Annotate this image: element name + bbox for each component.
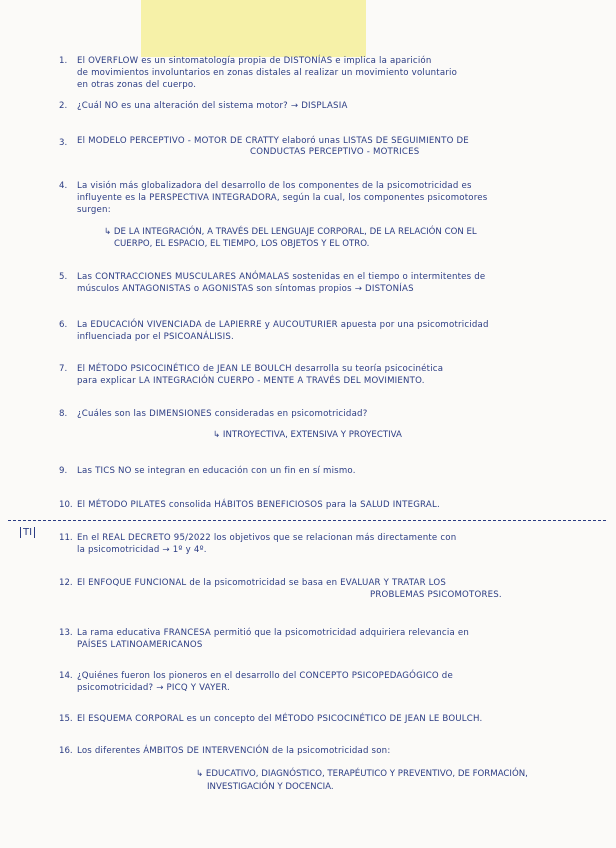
item-number: 9.	[59, 466, 68, 476]
item-subline: CUERPO, EL ESPACIO, EL TIEMPO, LOS OBJETOS Y EL OTRO.	[114, 239, 370, 249]
item-number: 6.	[59, 320, 68, 330]
item-line: CONDUCTAS PERCEPTIVO - MOTRICES	[250, 147, 420, 157]
item-number: 15.	[59, 714, 73, 724]
item-number: 13.	[59, 628, 73, 638]
item-line: en otras zonas del cuerpo.	[77, 80, 197, 90]
item-line: Los diferentes ÁMBITOS DE INTERVENCIÓN de la psicomotricidad son:	[77, 746, 391, 756]
section-divider	[8, 520, 606, 521]
sticky-note	[141, 0, 366, 57]
item-number: 3.	[59, 138, 68, 148]
item-line: Las CONTRACCIONES MUSCULARES ANÓMALAS sostenidas en el tiempo o intermitentes de	[77, 272, 486, 282]
item-line: PROBLEMAS PSICOMOTORES.	[370, 590, 502, 600]
item-subline: ↳ EDUCATIVO, DIAGNÓSTICO, TERAPÉUTICO Y PREVENTIVO, DE FORMACIÓN,	[196, 769, 528, 779]
item-line: psicomotricidad? → PICQ Y VAYER.	[77, 683, 230, 693]
item-line: El MÉTODO PILATES consolida HÁBITOS BENEFICIOSOS para la SALUD INTEGRAL.	[77, 500, 440, 510]
item-number: 4.	[59, 181, 68, 191]
item-number: 7.	[59, 364, 68, 374]
item-line: surgen:	[77, 205, 111, 215]
item-number: 5.	[59, 272, 68, 282]
item-line: ¿Cuál NO es una alteración del sistema motor? → DISPLASIA	[77, 101, 348, 111]
item-line: La visión más globalizadora del desarrollo de los componentes de la psicomotricidad es	[77, 181, 472, 191]
item-subline: ↳ INTROYECTIVA, EXTENSIVA Y PROYECTIVA	[213, 430, 402, 440]
item-line: de movimientos involuntarios en zonas distales al realizar un movimiento voluntario	[77, 68, 458, 78]
item-line: El ENFOQUE FUNCIONAL de la psicomotricidad se basa en EVALUAR Y TRATAR LOS	[77, 578, 446, 588]
item-line: la psicomotricidad → 1º y 4º.	[77, 545, 207, 555]
item-number: 14.	[59, 671, 73, 681]
item-line: El OVERFLOW es un sintomatología propia de DISTONÍAS e implica la aparición	[77, 56, 432, 66]
item-number: 8.	[59, 409, 68, 419]
item-number: 2.	[59, 101, 68, 111]
item-number: 11.	[59, 533, 73, 543]
margin-tag: TI	[20, 527, 35, 538]
item-line: ¿Quiénes fueron los pioneros en el desarrollo del CONCEPTO PSICOPEDAGÓGICO de	[77, 671, 453, 681]
item-subline: INVESTIGACIÓN Y DOCENCIA.	[207, 782, 334, 792]
item-line: El MODELO PERCEPTIVO - MOTOR DE CRATTY elaboró unas LISTAS DE SEGUIMIENTO DE	[77, 136, 469, 146]
item-line: Las TICS NO se integran en educación con un fin en sí mismo.	[77, 466, 356, 476]
item-line: ¿Cuáles son las DIMENSIONES consideradas en psicomotricidad?	[77, 409, 368, 419]
item-number: 10.	[59, 500, 73, 510]
item-line: La rama educativa FRANCESA permitió que la psicomotricidad adquiriera relevancia en	[77, 628, 469, 638]
item-line: PAÍSES LATINOAMERICANOS	[77, 640, 203, 650]
item-line: En el REAL DECRETO 95/2022 los objetivos que se relacionan más directamente con	[77, 533, 457, 543]
item-subline: ↳ DE LA INTEGRACIÓN, A TRAVÉS DEL LENGUAJE CORPORAL, DE LA RELACIÓN CON EL	[104, 227, 477, 237]
item-line: El ESQUEMA CORPORAL es un concepto del MÉTODO PSICOCINÉTICO DE JEAN LE BOULCH.	[77, 714, 483, 724]
item-line: músculos ANTAGONISTAS o AGONISTAS son síntomas propios → DISTONÍAS	[77, 284, 414, 294]
item-number: 1.	[59, 56, 68, 66]
item-number: 12.	[59, 578, 73, 588]
item-number: 16.	[59, 746, 73, 756]
item-line: La EDUCACIÓN VIVENCIADA de LAPIERRE y AUCOUTURIER apuesta por una psicomotricidad	[77, 320, 489, 330]
item-line: para explicar LA INTEGRACIÓN CUERPO - MENTE A TRAVÉS DEL MOVIMIENTO.	[77, 376, 425, 386]
item-line: influenciada por el PSICOANÁLISIS.	[77, 332, 234, 342]
item-line: El MÉTODO PSICOCINÉTICO de JEAN LE BOULCH desarrolla su teoría psicocinética	[77, 364, 444, 374]
item-line: influyente es la PERSPECTIVA INTEGRADORA, según la cual, los componentes psicomotores	[77, 193, 488, 203]
